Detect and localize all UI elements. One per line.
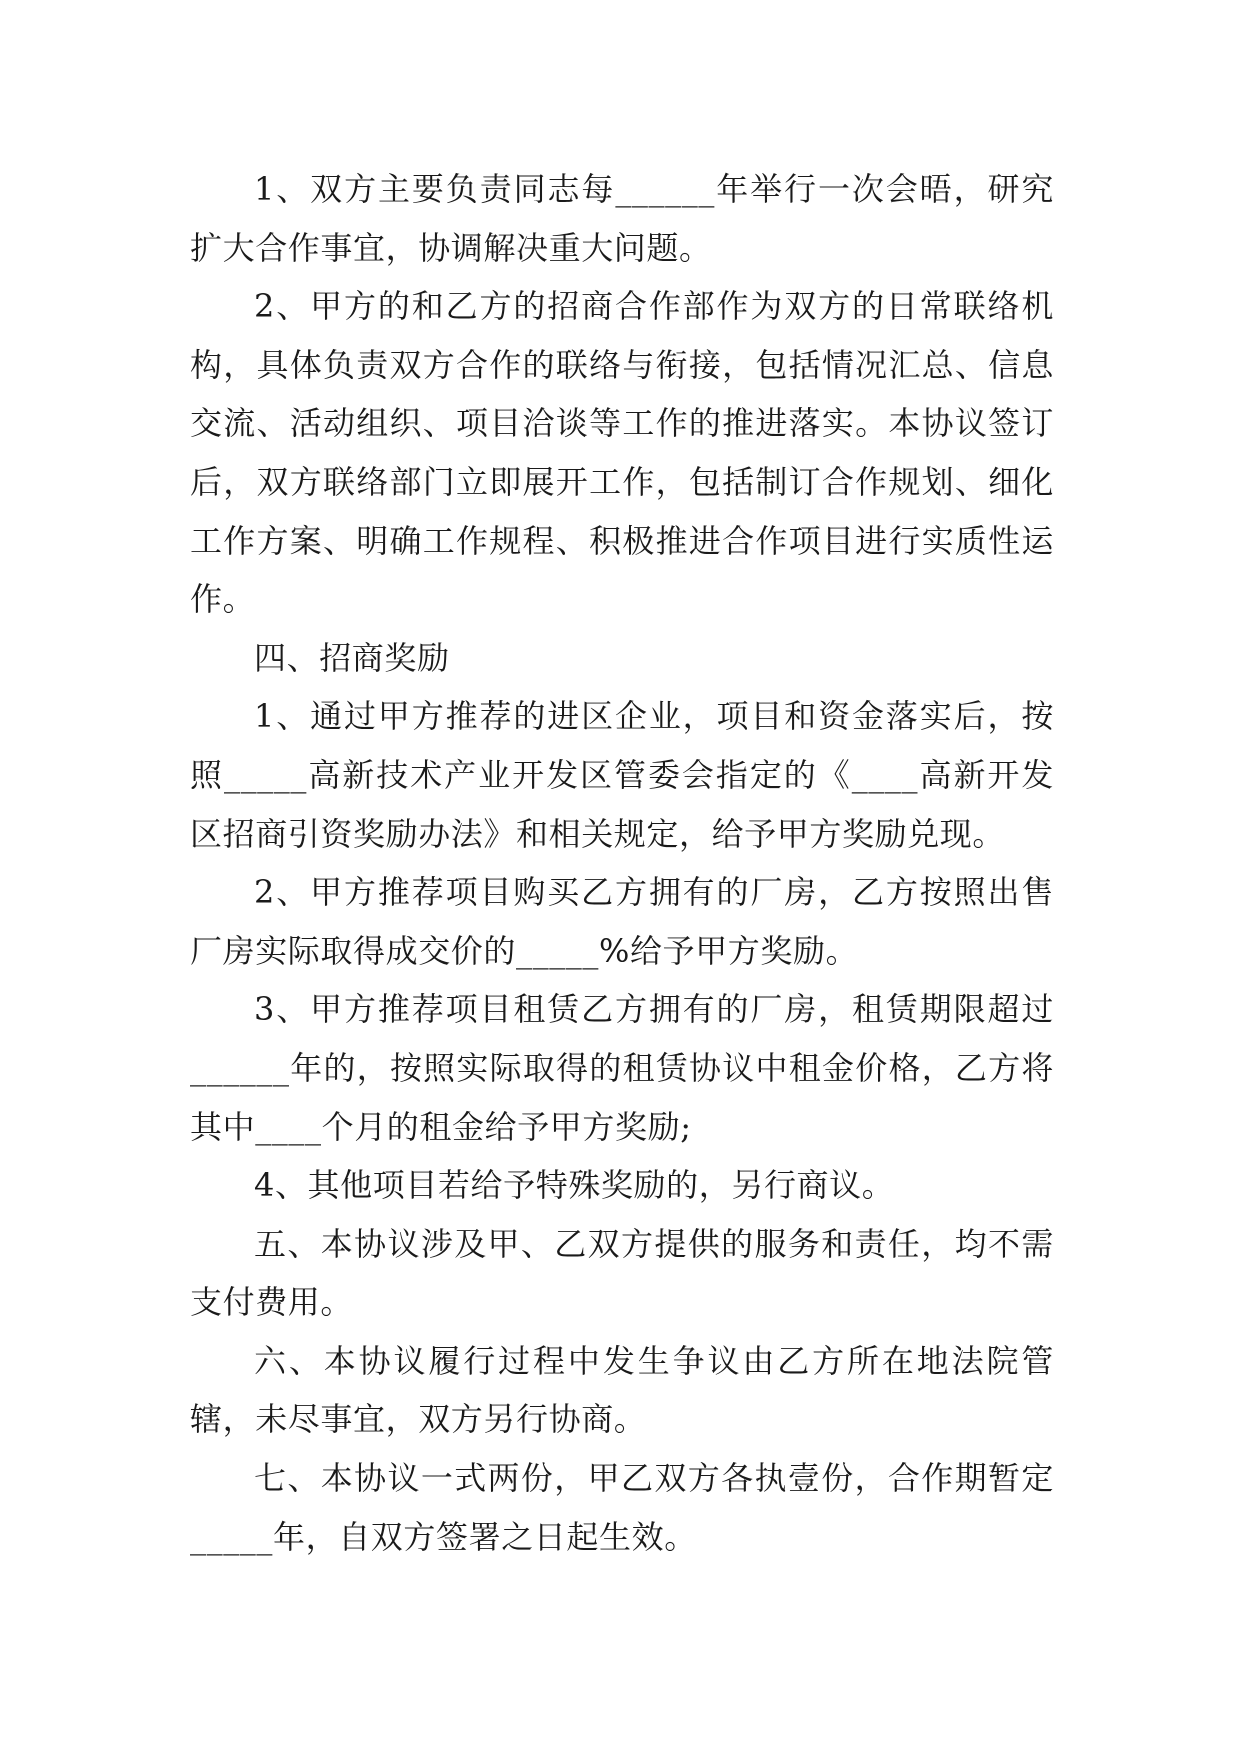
paragraph-liaison: 2、甲方的和乙方的招商合作部作为双方的日常联络机构，具体负责双方合作的联络与衔接，包括情况汇总、信息交流、活动组织、项目洽谈等工作的推进落实。本协议签订后，双方联络部门立即展开工作，包括制订合作规划、细化工作方案、明确工作规程、积极推进合作项目进行实质性运作。 <box>190 287 1054 619</box>
paragraph-section-six: 六、本协议履行过程中发生争议由乙方所在地法院管辖，未尽事宜，双方另行协商。 <box>190 1341 1054 1439</box>
document-page <box>190 160 1054 1566</box>
paragraph-reward-enterprise: 1、通过甲方推荐的进区企业，项目和资金落实后，按照_____高新技术产业开发区管委会指定的《____高新开发区招商引资奖励办法》和相关规定，给予甲方奖励兑现。 <box>190 697 1054 853</box>
paragraph-section-seven: 七、本协议一式两份，甲乙双方各执壹份，合作期暂定_____年，自双方签署之日起生效。 <box>190 1459 1054 1556</box>
paragraph-reward-other: 4、其他项目若给予特殊奖励的，另行商议。 <box>254 1166 895 1205</box>
paragraph-reward-purchase: 2、甲方推荐项目购买乙方拥有的厂房，乙方按照出售厂房实际取得成交价的_____%给予甲方奖励。 <box>190 873 1054 970</box>
section-heading-rewards: 四、招商奖励 <box>254 638 450 677</box>
paragraph-section-five: 五、本协议涉及甲、乙双方提供的服务和责任，均不需支付费用。 <box>190 1224 1054 1322</box>
paragraph-meeting: 1、双方主要负责同志每______年举行一次会晤，研究扩大合作事宜，协调解决重大问题。 <box>190 170 1054 267</box>
paragraph-reward-lease: 3、甲方推荐项目租赁乙方拥有的厂房，租赁期限超过______年的，按照实际取得的租赁协议中租金价格，乙方将其中____个月的租金给予甲方奖励; <box>190 990 1054 1146</box>
